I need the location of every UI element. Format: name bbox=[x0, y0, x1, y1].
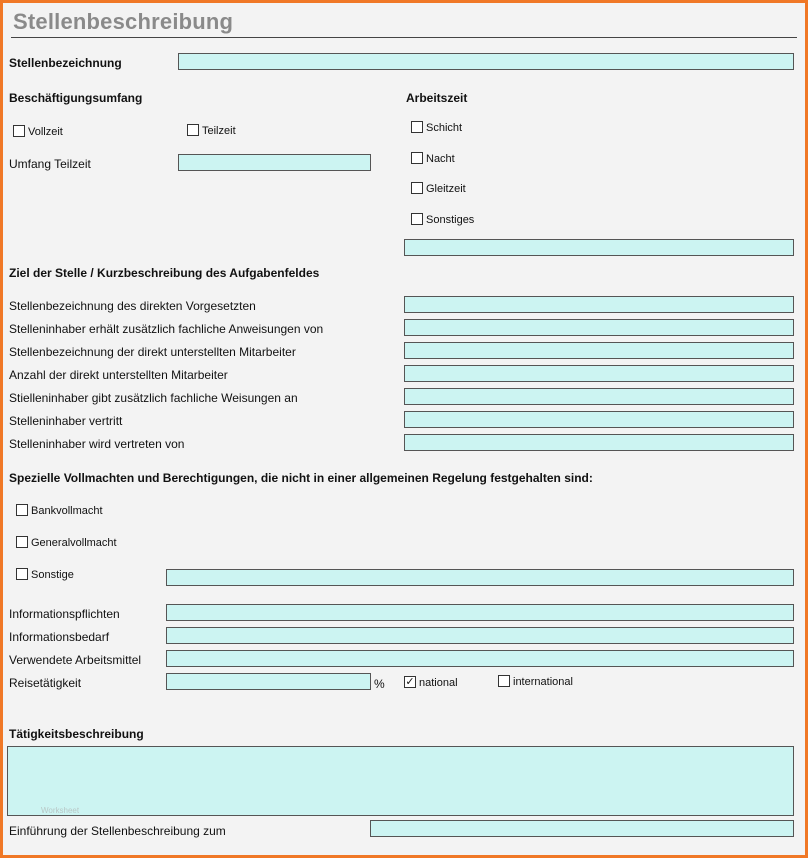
arbeitsmittel-input[interactable] bbox=[166, 650, 794, 667]
ziel-row-label: Stielleninhaber gibt zusätzlich fachliche Weisungen an bbox=[9, 391, 298, 405]
national-label: national bbox=[419, 677, 458, 689]
teilzeit-label: Teilzeit bbox=[202, 125, 236, 137]
sonstige-label: Sonstige bbox=[31, 569, 74, 581]
vorgesetzter-input[interactable] bbox=[404, 296, 794, 313]
schicht-checkbox[interactable] bbox=[411, 121, 423, 133]
informationsbedarf-label: Informationsbedarf bbox=[9, 630, 110, 644]
ziel-heading: Ziel der Stelle / Kurzbeschreibung des Aufgabenfeldes bbox=[9, 266, 320, 280]
umfang-teilzeit-label: Umfang Teilzeit bbox=[9, 157, 91, 171]
vertreten-von-input[interactable] bbox=[404, 434, 794, 451]
generalvollmacht-label: Generalvollmacht bbox=[31, 537, 117, 549]
page-title: Stellenbeschreibung bbox=[13, 9, 234, 34]
unterstellte-mitarbeiter-input[interactable] bbox=[404, 342, 794, 359]
title-divider bbox=[11, 37, 797, 38]
umfang-teilzeit-input[interactable] bbox=[178, 154, 371, 171]
ziel-row-label: Anzahl der direkt unterstellten Mitarbeiter bbox=[9, 368, 228, 382]
reisetaetigkeit-label: Reisetätigkeit bbox=[9, 676, 82, 690]
ziel-row-label: Stellenbezeichnung der direkt unterstellten Mitarbeiter bbox=[9, 345, 296, 359]
taetigkeit-textarea[interactable] bbox=[7, 746, 794, 816]
einfuehrung-label: Einführung der Stellenbeschreibung zum bbox=[9, 824, 226, 838]
vollzeit-label: Vollzeit bbox=[28, 126, 63, 138]
national-checkbox[interactable] bbox=[404, 676, 416, 688]
teilzeit-checkbox[interactable] bbox=[187, 124, 199, 136]
nacht-label: Nacht bbox=[426, 153, 455, 165]
sonstige-vollmacht-input[interactable] bbox=[166, 569, 794, 586]
arbeitszeit-heading: Arbeitszeit bbox=[406, 91, 468, 105]
anweisungen-von-input[interactable] bbox=[404, 319, 794, 336]
stellenbezeichnung-label: Stellenbezeichnung bbox=[9, 56, 122, 70]
einfuehrung-input[interactable] bbox=[370, 820, 794, 837]
reisetaetigkeit-input[interactable] bbox=[166, 673, 371, 690]
ziel-row-label: Stellenbezeichnung des direkten Vorgesetzten bbox=[9, 299, 256, 313]
international-label: international bbox=[513, 676, 573, 688]
arbeitsmittel-label: Verwendete Arbeitsmittel bbox=[9, 653, 142, 667]
beschaeftigungsumfang-heading: Beschäftigungsumfang bbox=[9, 91, 143, 105]
sonstiges-checkbox[interactable] bbox=[411, 213, 423, 225]
percent-label: % bbox=[374, 677, 385, 691]
vollzeit-checkbox[interactable] bbox=[13, 125, 25, 137]
ziel-row-label: Stelleninhaber wird vertreten von bbox=[9, 437, 185, 451]
bankvollmacht-label: Bankvollmacht bbox=[31, 505, 103, 517]
nacht-checkbox[interactable] bbox=[411, 152, 423, 164]
vertritt-input[interactable] bbox=[404, 411, 794, 428]
sonstiges-label: Sonstiges bbox=[426, 214, 475, 226]
informationspflichten-input[interactable] bbox=[166, 604, 794, 621]
stellenbezeichnung-input[interactable] bbox=[178, 53, 794, 70]
informationsbedarf-input[interactable] bbox=[166, 627, 794, 644]
anzahl-mitarbeiter-input[interactable] bbox=[404, 365, 794, 382]
vollmachten-heading: Spezielle Vollmachten und Berechtigungen, die nicht in einer allgemeinen Regelung festgehalten sind: bbox=[9, 471, 593, 485]
gleitzeit-label: Gleitzeit bbox=[426, 183, 466, 195]
international-checkbox[interactable] bbox=[498, 675, 510, 687]
ziel-row-label: Stelleninhaber erhält zusätzlich fachliche Anweisungen von bbox=[9, 322, 324, 336]
sonstige-checkbox[interactable] bbox=[16, 568, 28, 580]
ziel-row-label: Stelleninhaber vertritt bbox=[9, 414, 123, 428]
faint-watermark-text: Worksheet bbox=[41, 806, 80, 815]
taetigkeit-heading: Tätigkeitsbeschreibung bbox=[9, 727, 144, 741]
check-icon: ✓ bbox=[405, 676, 415, 688]
gleitzeit-checkbox[interactable] bbox=[411, 182, 423, 194]
generalvollmacht-checkbox[interactable] bbox=[16, 536, 28, 548]
informationspflichten-label: Informationspflichten bbox=[9, 607, 120, 621]
bankvollmacht-checkbox[interactable] bbox=[16, 504, 28, 516]
arbeitszeit-sonstiges-input[interactable] bbox=[404, 239, 794, 256]
weisungen-an-input[interactable] bbox=[404, 388, 794, 405]
schicht-label: Schicht bbox=[426, 122, 463, 134]
